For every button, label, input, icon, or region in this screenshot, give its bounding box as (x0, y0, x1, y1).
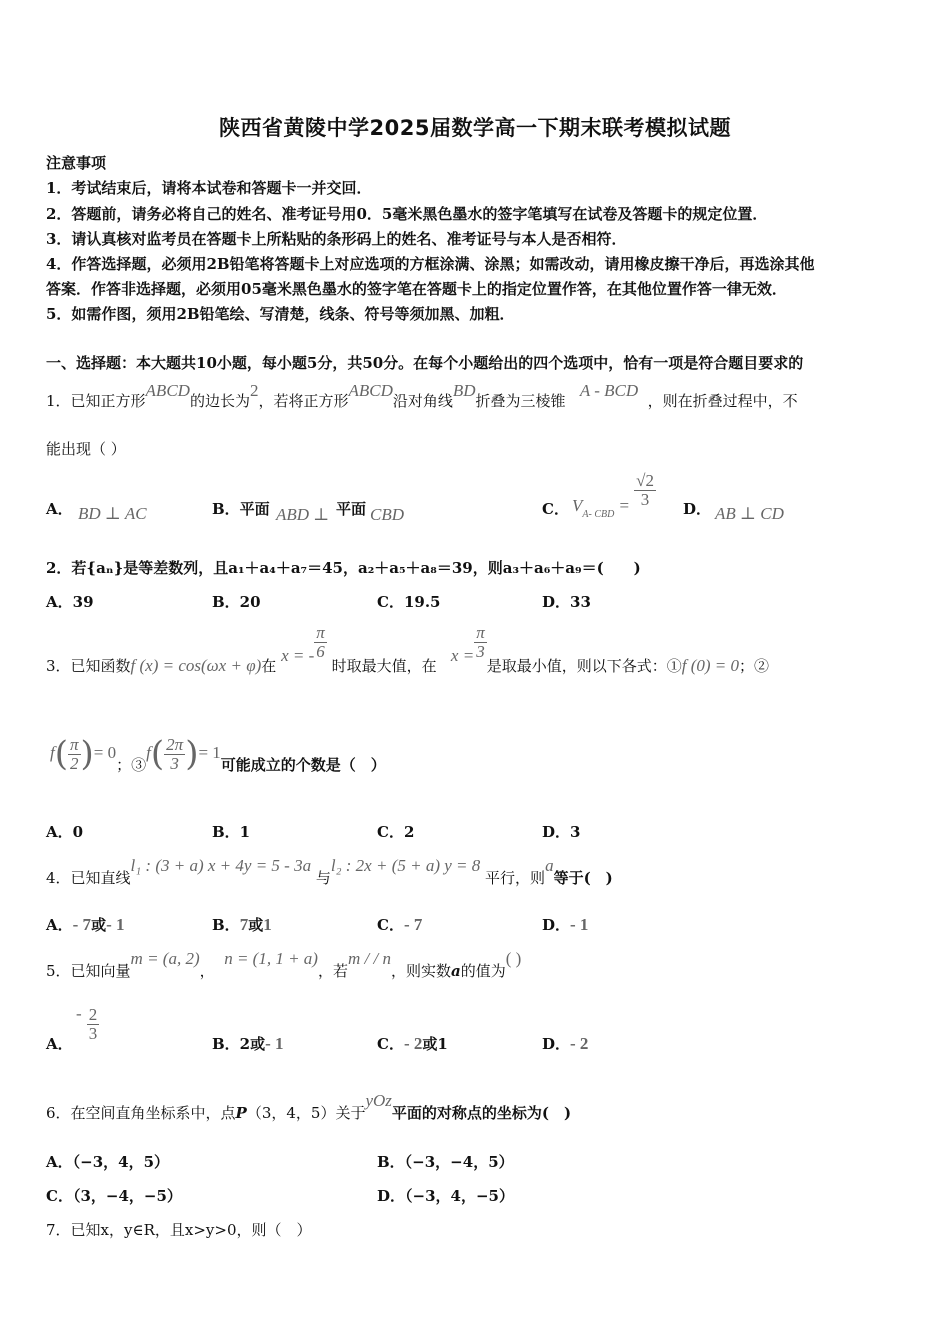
notice-item-2: 2．答题前，请务必将自己的姓名、准考证号用0．5毫米黑色墨水的签字笔填写在试卷及答题卡的规定位置． (46, 205, 768, 223)
q5-a: a (450, 962, 461, 980)
q1-option-c-label: C． (542, 500, 569, 518)
q4-c-label: C． (377, 916, 404, 934)
q1-c-eq: = (619, 496, 630, 515)
q3-num: 3．已知函数 (46, 656, 131, 675)
q1-num: 1．已知正方形 (46, 392, 146, 410)
q5-b-label: B．2或 (212, 1035, 266, 1053)
q3-option-b: B．1 (212, 823, 251, 841)
q3-e2-den: 2 (70, 753, 79, 773)
q4-a-m2: - 1 (106, 915, 125, 934)
q4-b-m1: 7 (239, 915, 249, 934)
q6-option-d: D．（−3，4，−5） (377, 1187, 514, 1205)
q4-b-m2: 1 (263, 915, 272, 934)
question-5 (46, 948, 522, 980)
q3-e3-frac (164, 736, 185, 773)
q1-option-b-math1: ABD ⊥ (276, 505, 330, 524)
q3-frac2-den: 3 (476, 642, 485, 661)
q4-option-c (377, 914, 422, 935)
q1-math-abcd: ABCD (145, 381, 190, 400)
q4-math-a: a (545, 856, 554, 875)
q4-a-label: A． (46, 916, 73, 934)
q3-option-c: C．2 (377, 823, 415, 841)
q4-b-label: B． (212, 916, 240, 934)
q3-e3-f: f (146, 743, 151, 762)
q6-num: 6．在空间直角坐标系中，点 (46, 1104, 236, 1122)
q1-line2: 能出现（ ） (46, 440, 126, 458)
q1-option-b-math2: CBD (370, 505, 404, 524)
q4-option-d (542, 914, 588, 935)
q1-c-den: 3 (640, 490, 650, 509)
question-7: 7．已知x，y∈R，且x>y>0，则（ ） (46, 1221, 312, 1239)
q3-text: ；② (739, 656, 770, 675)
q3-option-a: A．0 (46, 823, 84, 841)
q1-c-frac (634, 472, 656, 509)
q1-c-num: √2 (636, 471, 654, 490)
q5-a-den: 3 (88, 1024, 98, 1043)
q6-math-yoz: yOz (365, 1091, 392, 1110)
q3-e3-num: 2π (166, 734, 184, 754)
q1-text: 折叠为三棱锥 (475, 392, 566, 410)
q3-text: 是取最小值，则以下各式：① (486, 656, 682, 675)
q1-option-c-math (572, 471, 656, 520)
q4-option-b (212, 914, 272, 935)
q5-a-sign: - (76, 1004, 82, 1023)
q1-option-b-text: 平面 (336, 500, 367, 518)
q3-e2-f: f (50, 743, 55, 762)
q5-a-num: 2 (88, 1005, 98, 1024)
q3-e3-rhs: = 1 (198, 743, 221, 762)
notice-heading: 注意事项 (46, 154, 107, 172)
q5-math-mn: m / / n (347, 949, 391, 968)
q5-paren: ( ) (505, 949, 522, 968)
q3-math-f0: f (0) = 0 (681, 655, 740, 675)
q3-frac2-num: π (476, 623, 485, 642)
q4-c-m: - 7 (403, 915, 423, 934)
q6-option-b: B．（−3，−4，5） (377, 1153, 514, 1171)
q5-text: ，若 (317, 962, 348, 980)
q1-c-sub: A- CBD (582, 509, 615, 520)
q5-c-label: C． (377, 1035, 404, 1053)
q3-frac2 (474, 624, 487, 661)
q2-option-c: C．19.5 (377, 593, 441, 611)
q6-text: 平面的对称点的坐标为( ) (391, 1104, 572, 1122)
notice-item-4: 4．作答选择题，必须用2B铅笔将答题卡上对应选项的方框涂满、涂黑；如需改动，请用橡皮擦干净后，再选涂其他 (46, 255, 815, 273)
q5-math-n: n = (1, 1 + a) (224, 949, 318, 968)
q5-math-m: m = (a, 2) (130, 949, 200, 968)
q6-p: P (235, 1104, 247, 1122)
q4-a-m1: - 7 (72, 915, 92, 934)
q3-frac1-num: π (316, 623, 325, 642)
q4-b-or: 或 (248, 916, 264, 934)
q2-option-b: B．20 (212, 593, 261, 611)
q4-d-label: D． (542, 916, 571, 934)
q4-text: 与 (315, 869, 331, 887)
question-1 (46, 380, 798, 410)
question-3 (46, 623, 770, 675)
q1-math-bd: BD (452, 381, 476, 400)
q1-option-d-label: D． (683, 500, 712, 518)
q3-text: 在 (261, 656, 277, 675)
q6-option-a: A．（−3，4，5） (46, 1153, 170, 1171)
q1-math-2: 2 (249, 381, 259, 400)
q4-num: 4．已知直线 (46, 869, 131, 887)
question-2: 2．若{aₙ}是等差数列，且a₁＋a₄＋a₇＝45，a₂＋a₅＋a₈＝39，则a₃＋a₆＋a₉＝( ) (46, 559, 641, 577)
q5-option-a (76, 1006, 99, 1043)
q3-e3-den: 3 (170, 753, 179, 773)
q5-b-m: - 1 (265, 1034, 284, 1053)
q4-d-m: - 1 (570, 915, 589, 934)
q1-math-abcd2: ABCD (348, 381, 393, 400)
q3-line2: f( $\frac{\pi}{2}$ )= 0；③f( $\frac{2\pi}{3}$ )= 1可能成立的个数是（ ） (50, 734, 386, 774)
q1-option-a-label: A． (46, 500, 73, 518)
q5-a-frac (87, 1006, 100, 1043)
q6-text: （3，4，5）关于 (246, 1104, 366, 1122)
q6-option-c: C．（3，−4，−5） (46, 1187, 182, 1205)
q1-option-d: AB ⊥ CD (715, 504, 784, 523)
q4-option-a (46, 914, 125, 935)
q5-text: 的值为 (460, 962, 506, 980)
question-4 (46, 855, 613, 887)
section-heading: 一、选择题：本大题共10小题，每小题5分，共50分。在每个小题给出的四个选项中，恰有一项是符合题目要求的 (46, 354, 804, 372)
q1-option-b-label: B．平面 (212, 500, 270, 518)
q3-e2-frac (68, 736, 81, 773)
q4-math-l2: l₂ : 2x + (5 + a) y = 8 (330, 856, 481, 875)
q2-option-d: D．33 (542, 593, 591, 611)
q3-e2-num: π (70, 734, 79, 754)
q5-option-c (377, 1033, 448, 1054)
q1-text: ，若将正方形 (258, 392, 349, 410)
q5-option-a-label: A． (46, 1035, 73, 1053)
q3-text-end: 可能成立的个数是（ ） (220, 756, 386, 774)
q4-text: 等于( ) (553, 869, 613, 887)
q3-math-f: f (x) = cos(ωx + φ) (130, 655, 262, 675)
question-6 (46, 1090, 572, 1122)
q5-d-label: D． (542, 1035, 571, 1053)
notice-item-5: 5．如需作图，须用2B铅笔绘、写清楚，线条、符号等须加黑、加粗． (46, 305, 515, 323)
q1-text: ，则在折叠过程中，不 (647, 392, 798, 410)
q4-text: 平行，则 (485, 869, 546, 887)
q3-option-d: D．3 (542, 823, 581, 841)
q1-math-abcd3: A - BCD (579, 381, 639, 400)
q5-d-m: - 2 (570, 1034, 589, 1053)
q5-option-d (542, 1033, 588, 1054)
notice-item-1: 1．考试结束后，请将本试卷和答题卡一并交回． (46, 179, 372, 197)
q3-sep: ；③ (116, 756, 147, 774)
q5-c-or: 或1 (422, 1035, 448, 1053)
q3-frac1-den: 6 (316, 642, 325, 661)
q1-text: 沿对角线 (392, 392, 453, 410)
page-title: 陕西省黄陵中学2025届数学高一下期末联考模拟试题 (219, 116, 731, 140)
q4-a-or: 或 (91, 916, 107, 934)
q1-option-a: BD ⊥ AC (78, 504, 147, 523)
q5-num: 5．已知向量 (46, 962, 131, 980)
notice-item-4-cont: 答案．作答非选择题，必须用05毫米黑色墨水的签字笔在答题卡上的指定位置作答，在其他位置作答一律无效． (46, 280, 787, 298)
q3-math-x2: x = (450, 645, 475, 665)
q3-text: 时取最大值，在 (331, 656, 437, 675)
q5-text: ，则实数 (390, 962, 451, 980)
q5-text: ， (199, 962, 215, 980)
q5-option-b (212, 1033, 284, 1054)
q3-frac1 (314, 624, 327, 661)
q5-c-m: - 2 (403, 1034, 423, 1053)
q1-text: 的边长为 (189, 392, 250, 410)
q1-c-v: V (572, 496, 583, 515)
q3-math-x1: x = - (281, 645, 315, 665)
q2-option-a: A．39 (46, 593, 94, 611)
notice-item-3: 3．请认真核对监考员在答题卡上所粘贴的条形码上的姓名、准考证号与本人是否相符． (46, 230, 627, 248)
q4-math-l1: l₁ : (3 + a) x + 4y = 5 - 3a (130, 856, 312, 875)
q3-e2-rhs: = 0 (93, 743, 117, 762)
